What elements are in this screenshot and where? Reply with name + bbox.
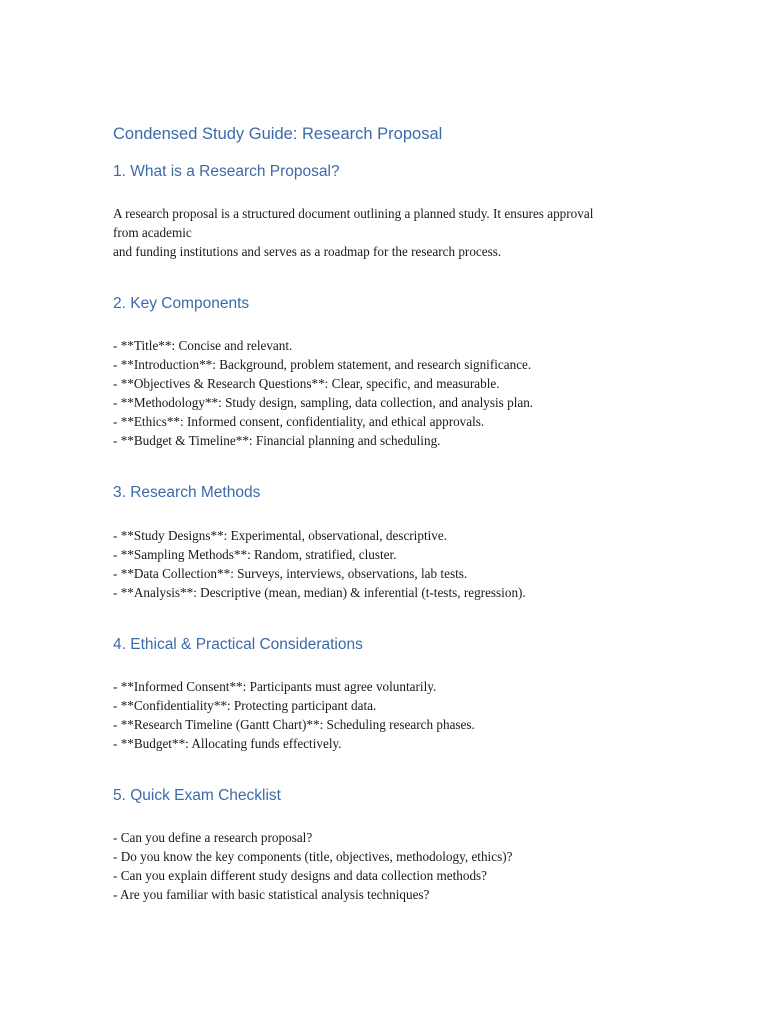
list-item: - **Data Collection**: Surveys, interviews, observations, lab tests. — [113, 566, 468, 581]
section-heading-exam-checklist: 5. Quick Exam Checklist — [113, 787, 281, 804]
section-heading-key-components: 2. Key Components — [113, 295, 250, 312]
list-item: - Do you know the key components (title, objectives, methodology, ethics)? — [113, 849, 513, 864]
section-list-exam-checklist — [113, 828, 512, 904]
list-item: - **Analysis**: Descriptive (mean, median) & inferential (t-tests, regression). — [113, 585, 526, 600]
section-list-research-methods — [113, 526, 526, 602]
section-list-ethical-practical — [113, 677, 475, 753]
list-item: - **Budget**: Allocating funds effectively. — [113, 736, 342, 751]
section-heading-ethical-practical: 4. Ethical & Practical Considerations — [113, 636, 363, 653]
list-item: - **Study Designs**: Experimental, observational, descriptive. — [113, 528, 448, 543]
list-item: - Are you familiar with basic statistical analysis techniques? — [113, 887, 430, 902]
list-item: - **Methodology**: Study design, sampling, data collection, and analysis plan. — [113, 395, 534, 410]
document-title: Condensed Study Guide: Research Proposal — [113, 125, 443, 143]
list-item: - **Research Timeline (Gantt Chart)**: Scheduling research phases. — [113, 717, 475, 732]
list-item: - Can you explain different study designs and data collection methods? — [113, 868, 488, 883]
list-item: - **Introduction**: Background, problem statement, and research significance. — [113, 357, 532, 372]
paragraph-line: and funding institutions and serves as a roadmap for the research process. — [113, 244, 502, 259]
section-body-what-is — [113, 204, 593, 261]
list-item: - **Confidentiality**: Protecting participant data. — [113, 698, 377, 713]
section-heading-what-is: 1. What is a Research Proposal? — [113, 163, 340, 180]
list-item: - **Sampling Methods**: Random, stratified, cluster. — [113, 547, 397, 562]
paragraph-line: A research proposal is a structured document outlining a planned study. It ensures approval — [113, 206, 594, 221]
paragraph-line: from academic — [113, 225, 192, 240]
list-item: - **Budget & Timeline**: Financial planning and scheduling. — [113, 433, 441, 448]
list-item: - **Informed Consent**: Participants must agree voluntarily. — [113, 679, 437, 694]
section-heading-research-methods: 3. Research Methods — [113, 484, 261, 501]
list-item: - **Ethics**: Informed consent, confidentiality, and ethical approvals. — [113, 414, 485, 429]
list-item: - Can you define a research proposal? — [113, 830, 313, 845]
section-list-key-components — [113, 336, 533, 450]
list-item: - **Title**: Concise and relevant. — [113, 338, 293, 353]
list-item: - **Objectives & Research Questions**: Clear, specific, and measurable. — [113, 376, 500, 391]
